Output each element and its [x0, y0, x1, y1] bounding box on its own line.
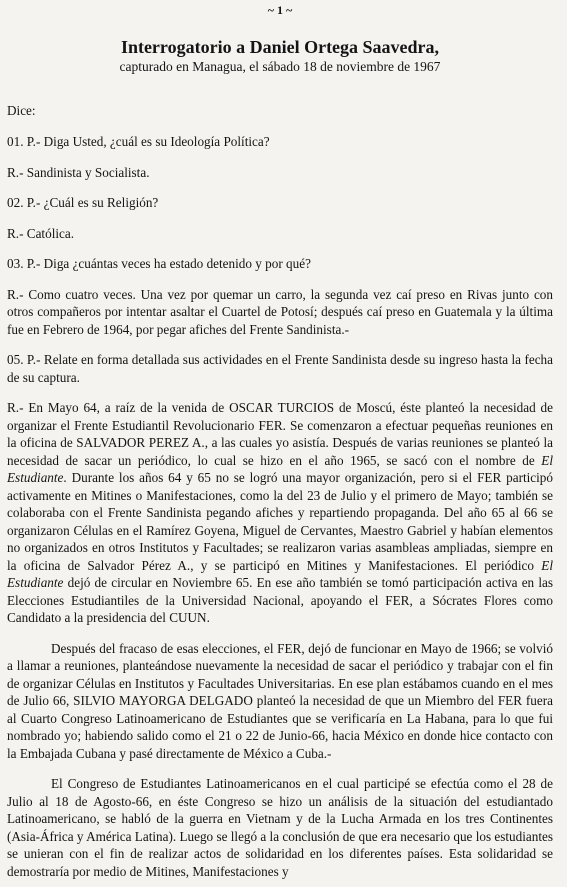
- page-number: ~ 1 ~: [267, 3, 293, 17]
- document-subtitle: capturado en Managua, el sábado 18 de noviembre de 1967: [119, 58, 441, 74]
- intro-text: Dice:: [7, 102, 36, 118]
- answer-2: R.- Católica.: [7, 225, 75, 241]
- newspaper-title-2: El Estudiante: [7, 557, 553, 590]
- question-3: 03. P.- Diga ¿cuántas veces ha estado detenido y por qué?: [7, 256, 311, 271]
- question-2: 02. P.- ¿Cuál es su Religión?: [7, 195, 159, 210]
- answer-5-text-3: dejó de circular en Noviembre 65. En ese año también se tomó participación activa en las Elecciones Estudiantiles de la Universidad Nacional, apoyando el FER, a Sócrates Flores como Candidato a la presidencia del CUUN.: [7, 575, 553, 625]
- question-1: 01. P.- Diga Usted, ¿cuál es su Ideología Política?: [7, 134, 270, 149]
- answer-3: R.- Como cuatro veces. Una vez por quemar un carro, la segunda vez caí preso en Rivas junto con otros compañeros por intentar asaltar el Cuartel de Potosí; después caí preso en Guatemala y la última fue en Febrero de 1964, por pegar afiches del Frente Sandinista.-: [7, 286, 553, 337]
- answer-5-text-2: . Durante los años 64 y 65 no se logró una mayor organización, pero si el FER participó activamente en Mitines o Manifestaciones, como la del 23 de Julio y el primero de Mayo; también se colaboraba con el Frente Sandinista pegando afiches y repartiendo propaganda. Del año 65 al 66 se organizaron Células en el Ramírez Goyena, Miguel de Cervantes, Maestro Gabriel y habían elementos no organizados en otros Institutos y Facultades; se realizaron varias asambleas ampliadas, siempre en la oficina de Salvador Pérez A., y se participó en Mitines y Manifestaciones. El periódico: [7, 470, 553, 573]
- question-5: 05. P.- Relate en forma detallada sus actividades en el Frente Sandinista desde su ingreso hasta la fecha de su captura.: [7, 352, 553, 385]
- document-title: Interrogatorio a Daniel Ortega Saavedra,: [120, 36, 440, 57]
- answer-5-text-1: R.- En Mayo 64, a raíz de la venida de OSCAR TURCIOS de Moscú, éste planteó la necesidad de organizar el Frente Estudiantil Revolucionario FER. Se comenzaron a efectuar pequeñas reuniones en la oficina de SALVADOR PEREZ A., a las cuales yo asistía. Después de varias reuniones se planteó la necesidad de sacar un periódico, lo cual se hizo en el año 1965, se sacó con el nombre de: [7, 400, 553, 468]
- paragraph-fracaso: Después del fracaso de esas elecciones, el FER, dejó de funcionar en Mayo de 1966; se volvió a llamar a reuniones, planteándose nuevamente la necesidad de sacar el periódico y trabajar con el fin de organizar Células en Institutos y Facultades Universitarias. En ese plan estábamos cuando en el mes de Julio 66, SILVIO MAYORGA DELGADO planteó la necesidad de que un Miembro del FER fuera al Cuarto Congreso Latinoamericano de Estudiantes que se verificaría en La Habana, para lo que fui nombrado yo; habiendo salido como el 21 o 22 de Junio-66, hacia México en donde hice contacto con la Embajada Cubana y pasé directamente de México a Cuba.-: [7, 640, 553, 761]
- paragraph-congreso: El Congreso de Estudiantes Latinoamericanos en el cual participé se efectúa como el 28 de Julio al 18 de Agosto-66, en éste Congreso se hizo un análisis de la situación del estudiantado Latinoamericano, se habló de la guerra en Vietnam y de la Lucha Armada en los tres Continentes (Asia-África y América Latina). Luego se llegó a la conclusión de que era necesario que los estudiantes se unieran con el fin de realizar actos de solidaridad en los diferentes países. Esta solidaridad se demostraría por medio de Mitines, Manifestaciones y: [7, 776, 553, 879]
- newspaper-title-1: El Estudiante: [7, 452, 553, 485]
- answer-5: [7, 399, 553, 627]
- answer-1: R.- Sandinista y Socialista.: [7, 164, 150, 180]
